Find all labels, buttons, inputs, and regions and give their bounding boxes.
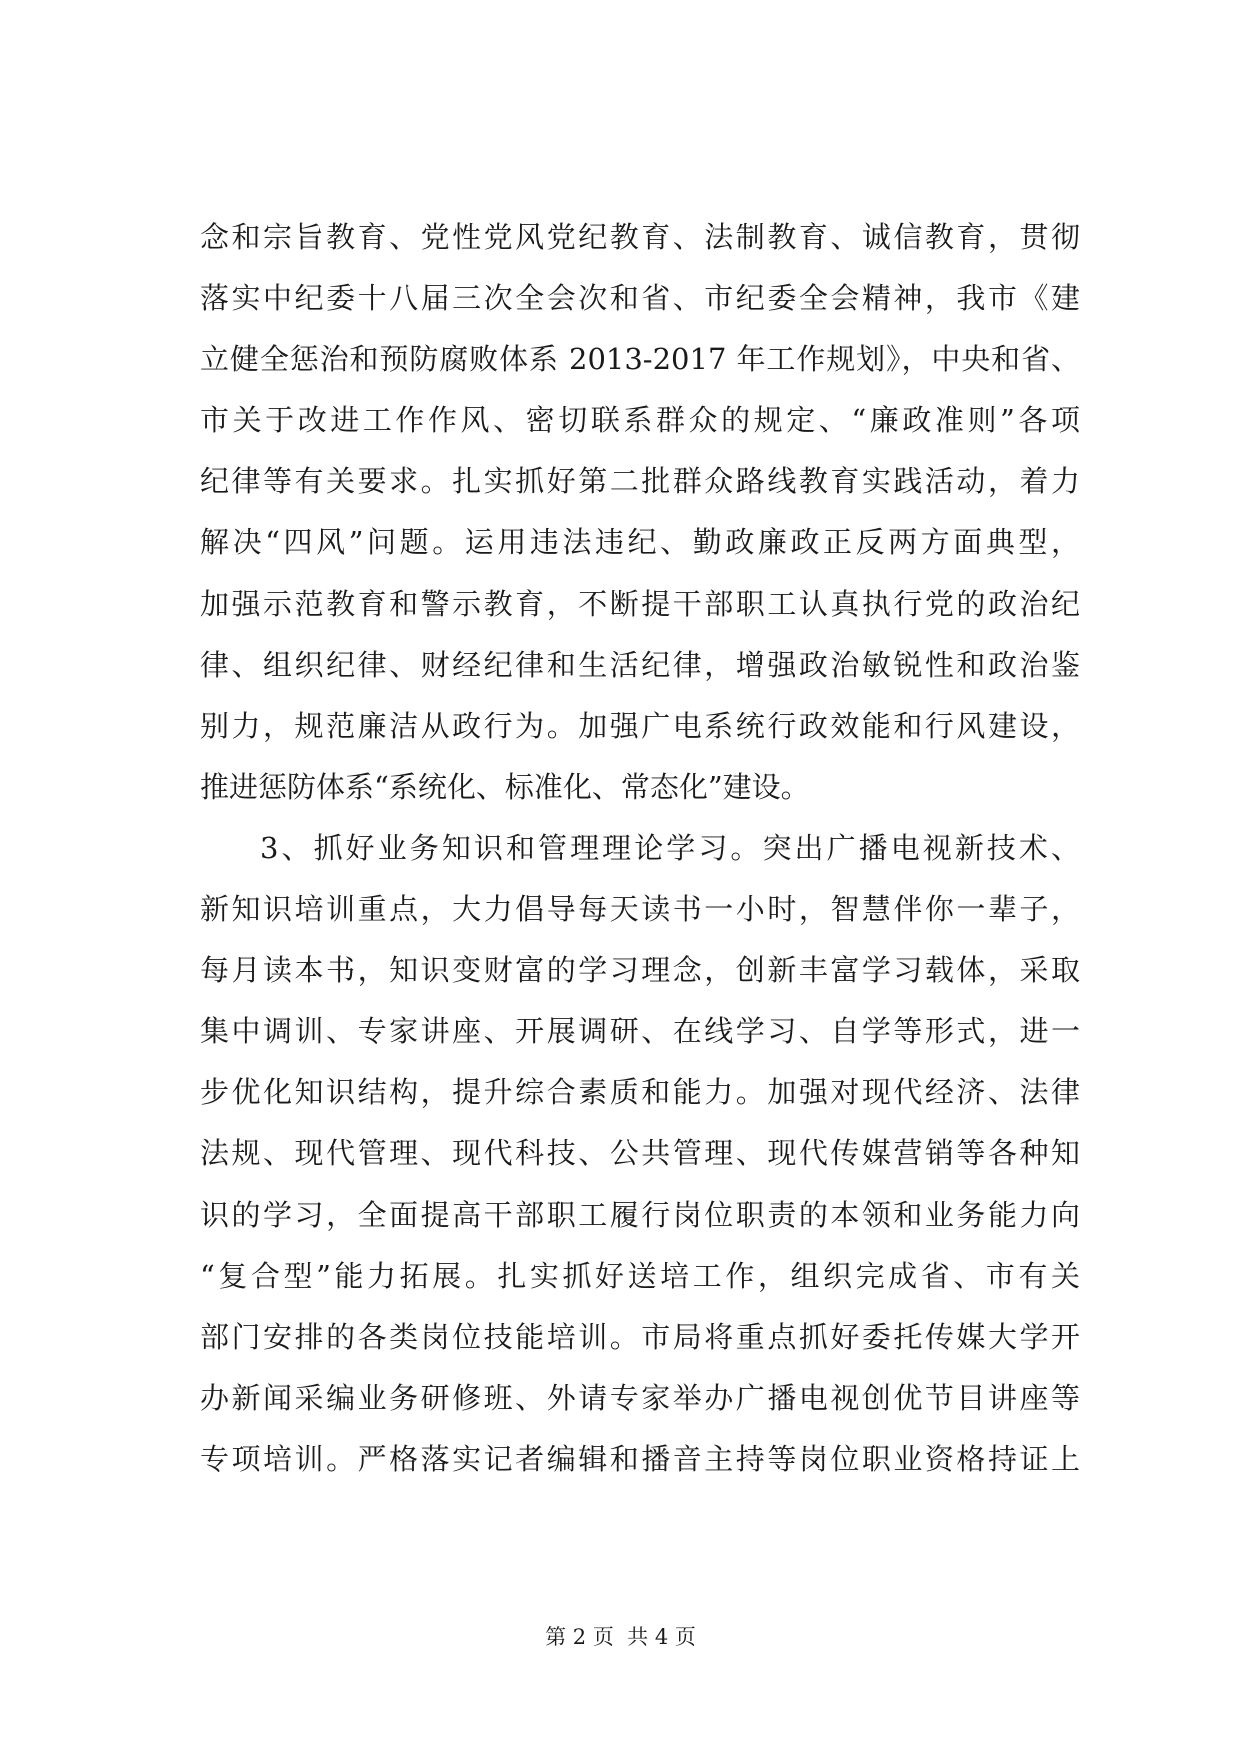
text-line: 新知识培训重点，大力倡导每天读书一小时，智慧伴你一辈子， [200, 892, 1080, 927]
text-line: 办新闻采编业务研修班、外请专家举办广播电视创优节目讲座等 [200, 1380, 1080, 1415]
text-line: 步优化知识结构，提升综合素质和能力。加强对现代经济、法律 [200, 1075, 1080, 1110]
text-line: 识的学习，全面提高干部职工履行岗位职责的本领和业务能力向 [200, 1197, 1080, 1232]
text-line: 立健全惩治和预防腐败体系 2013-2017 年工作规划》，中央和省、 [200, 342, 1080, 377]
text-line: 专项培训。严格落实记者编辑和播音主持等岗位职业资格持证上 [200, 1441, 1080, 1476]
text-line: 法规、现代管理、现代科技、公共管理、现代传媒营销等各种知 [200, 1136, 1080, 1171]
text-line: 部门安排的各类岗位技能培训。市局将重点抓好委托传媒大学开 [200, 1319, 1080, 1354]
text-line: 落实中纪委十八届三次全会次和省、市纪委全会精神，我市《建 [200, 281, 1080, 316]
text-line: 纪律等有关要求。扎实抓好第二批群众路线教育实践活动，着力 [200, 464, 1080, 499]
text-line: 市关于改进工作作风、密切联系群众的规定、“廉政准则”各项 [200, 403, 1080, 438]
text-line: 律、组织纪律、财经纪律和生活纪律，增强政治敏锐性和政治鉴 [200, 647, 1080, 682]
text-line: 解决“四风”问题。运用违法违纪、勤政廉政正反两方面典型， [200, 525, 1080, 560]
text-line: 集中调训、专家讲座、开展调研、在线学习、自学等形式，进一 [200, 1014, 1080, 1049]
text-line: 念和宗旨教育、党性党风党纪教育、法制教育、诚信教育，贯彻 [200, 220, 1080, 254]
text-line: 推进惩防体系“系统化、标准化、常态化”建设。 [200, 769, 810, 804]
paragraph-start-line: 3、抓好业务知识和管理理论学习。突出广播电视新技术、 [260, 830, 1080, 865]
body-text [200, 207, 1080, 1490]
text-line: “复合型”能力拓展。扎实抓好送培工作，组织完成省、市有关 [200, 1258, 1080, 1293]
page-number-footer: 第 2 页 共 4 页 [545, 1625, 696, 1649]
text-line: 每月读本书，知识变财富的学习理念，创新丰富学习载体，采取 [200, 953, 1080, 988]
text-line: 加强示范教育和警示教育，不断提干部职工认真执行党的政治纪 [200, 586, 1080, 621]
text-line: 别力，规范廉洁从政行为。加强广电系统行政效能和行风建设， [200, 708, 1080, 743]
